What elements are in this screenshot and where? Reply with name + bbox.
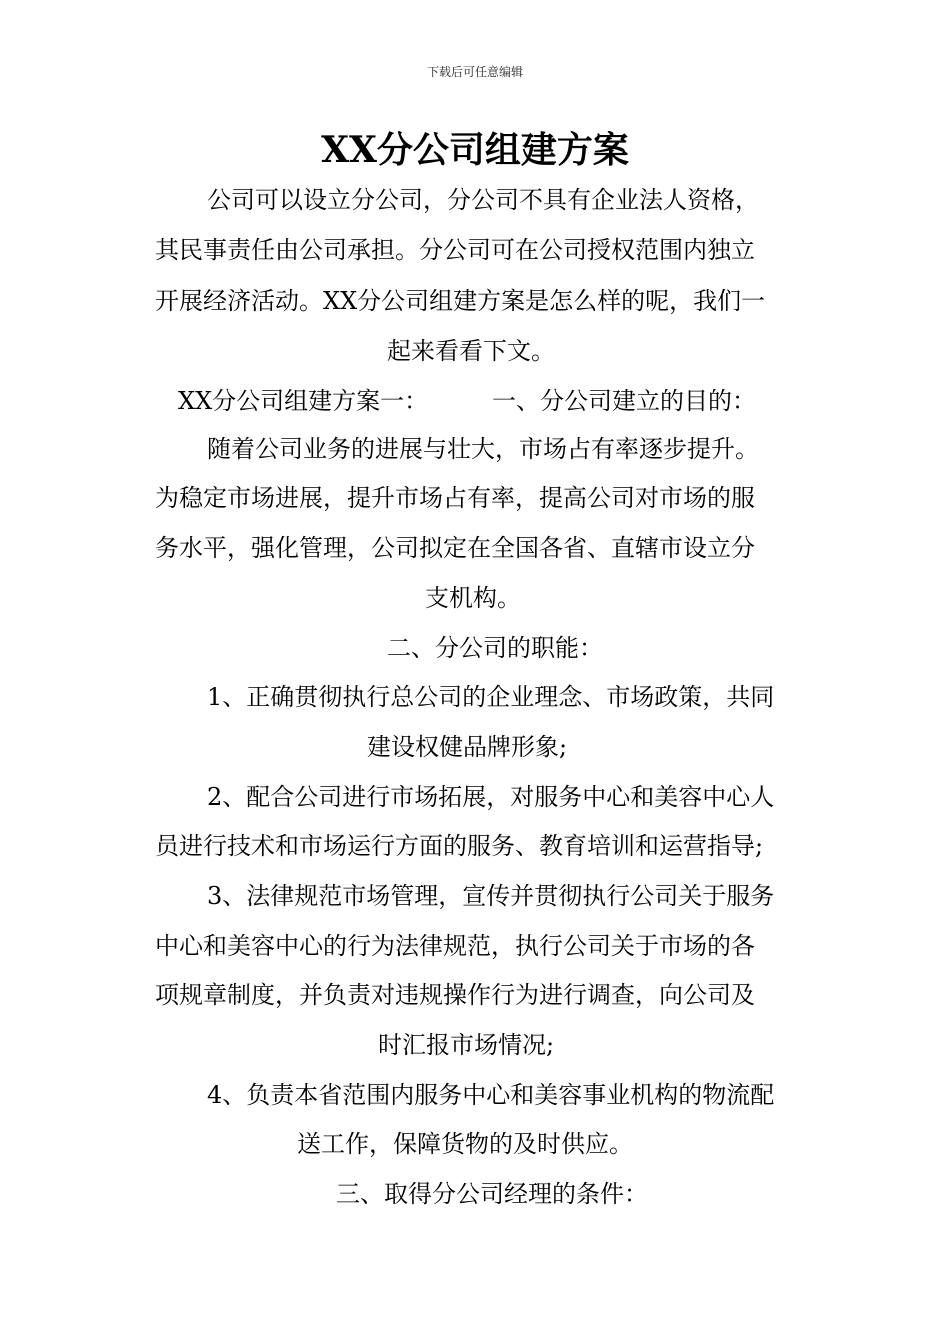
paragraph-line — [0, 381, 950, 421]
text-line: 公司可以设立分公司，分公司不具有企业法人资格， — [207, 186, 759, 214]
text-line: 时汇报市场情况; — [378, 1031, 555, 1059]
paragraph-line — [0, 826, 950, 866]
section-heading: 三、取得分公司经理的条件： — [336, 1180, 648, 1208]
text-line: 随着公司业务的进展与壮大，市场占有率逐步提升。 — [207, 435, 759, 463]
paragraph-line — [0, 478, 950, 518]
paragraph-line — [0, 331, 950, 371]
paragraph-line — [0, 528, 950, 568]
paragraph-line — [0, 1124, 950, 1164]
paragraph-line — [0, 180, 950, 220]
paragraph-line — [0, 281, 950, 321]
text-line: 2、配合公司进行市场拓展，对服务中心和美容中心人 — [207, 783, 775, 811]
paragraph-line — [0, 429, 950, 469]
paragraph-line — [0, 677, 950, 717]
text-line: 支机构。 — [425, 584, 521, 612]
text-line: 员进行技术和市场运行方面的服务、教育培训和运营指导; — [155, 832, 764, 860]
text-line: 其民事责任由公司承担。分公司可在公司授权范围内独立 — [155, 236, 755, 264]
section-heading: 一、分公司建立的目的： — [492, 387, 756, 415]
page-header-note: 下载后可任意编辑 — [426, 65, 523, 79]
text-line: 3、法律规范市场管理，宣传并贯彻执行公司关于服务 — [207, 882, 775, 910]
paragraph-line — [0, 578, 950, 618]
paragraph-line — [0, 1075, 950, 1115]
text-line: 建设权健品牌形象; — [367, 733, 568, 761]
text-line: 开展经济活动。XX分公司组建方案是怎么样的呢，我们一 — [155, 287, 766, 315]
paragraph-line — [0, 628, 950, 668]
text-line: 为稳定市场进展，提升市场占有率，提高公司对市场的服 — [155, 484, 755, 512]
paragraph-line — [0, 230, 950, 270]
paragraph-line — [0, 727, 950, 767]
section-heading: 二、分公司的职能： — [387, 634, 603, 662]
text-line: 务水平，强化管理，公司拟定在全国各省、直辖市设立分 — [155, 534, 755, 562]
paragraph-line — [0, 1174, 950, 1214]
text-line: 1、正确贯彻执行总公司的企业理念、市场政策，共同 — [207, 683, 775, 711]
section-label: XX分公司组建方案一： — [178, 387, 429, 415]
paragraph-line — [0, 975, 950, 1015]
text-line: 起来看看下文。 — [387, 337, 555, 365]
text-line: 中心和美容中心的行为法律规范，执行公司关于市场的各 — [155, 932, 755, 960]
text-line: 4、负责本省范围内服务中心和美容事业机构的物流配 — [207, 1081, 775, 1109]
text-line: 送工作，保障货物的及时供应。 — [297, 1130, 633, 1158]
text-line: 项规章制度，并负责对违规操作行为进行调查，向公司及 — [155, 981, 755, 1009]
document-title: XX分公司组建方案 — [321, 129, 629, 171]
paragraph-line — [0, 1025, 950, 1065]
paragraph-line — [0, 777, 950, 817]
paragraph-line — [0, 926, 950, 966]
paragraph-line — [0, 876, 950, 916]
